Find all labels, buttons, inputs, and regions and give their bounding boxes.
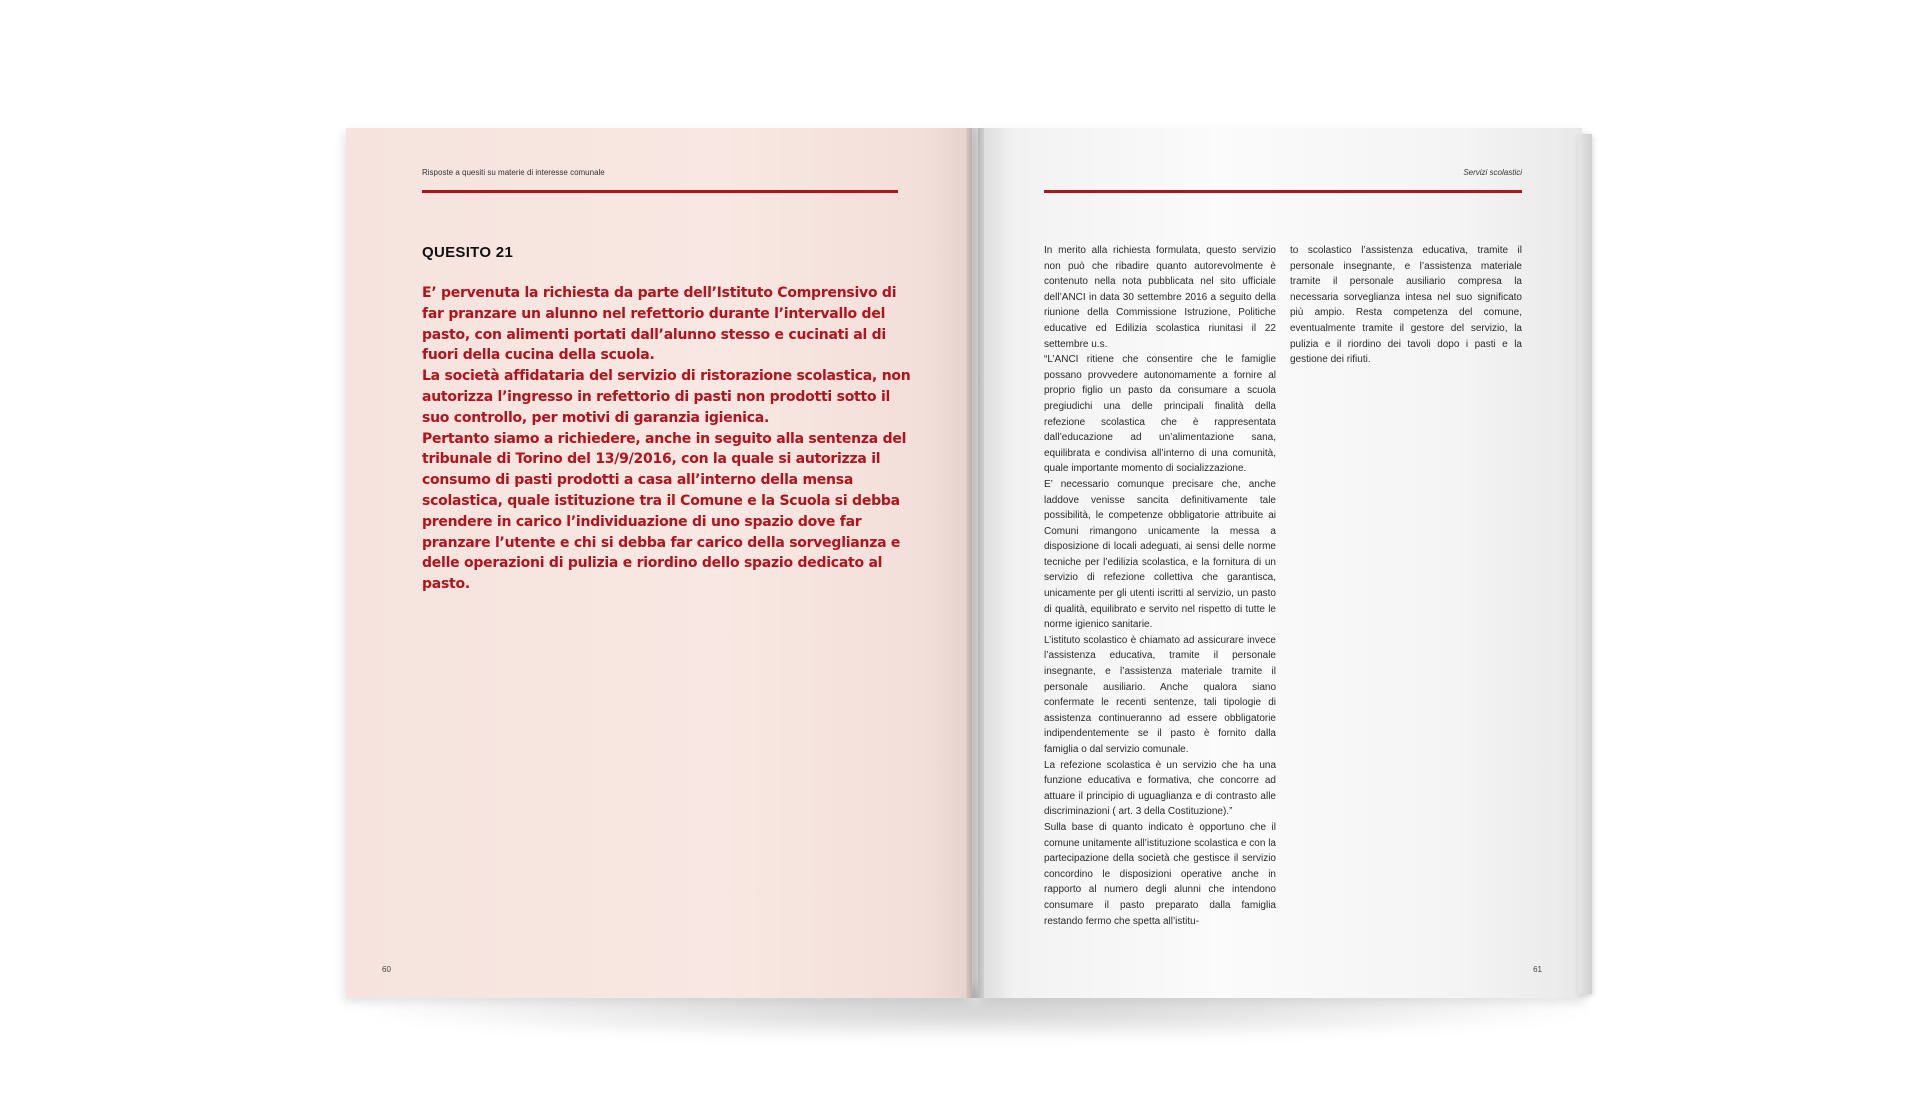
book-gutter (966, 128, 984, 998)
left-running-head: Risposte a quesiti su materie di interesse comunale (422, 168, 605, 177)
answer-column-2 (1290, 243, 1522, 368)
left-page-number: 60 (382, 965, 391, 974)
right-page-number: 61 (1533, 965, 1542, 974)
answer-paragraph: L’istituto scolastico è chiamato ad assicurare invece l’assistenza educativa, tramite il personale insegnante, e l’assistenza materiale tramite il personale ausiliario. Anche qualora siano confermate le recenti sentenze, tali tipologie di assistenza continueranno ad essere obbligatorie indipendentemente se il pasto è fornito dalla famiglia o dal servizio comunale. (1044, 634, 1276, 755)
question-text (422, 283, 912, 595)
answer-paragraph: Sulla base di quanto indicato è opportuno che il comune unitamente all’istituzione scolastica e con la partecipazione della società che gestisce il servizio concordino le disposizioni operative anche in rapporto al numero degli alunni che intendono consumare il pasto preparato dalla famiglia restando fermo che spetta all’istitu- (1044, 821, 1276, 927)
question-paragraph: La società affidataria del servizio di ristorazione scolastica, non autorizza l’ingresso in refettorio di pasti non prodotti sotto il suo controllo, per motivi di garanzia igienica. (422, 368, 911, 426)
page-edge-stack (1578, 134, 1592, 994)
answer-paragraph: “L’ANCI ritiene che consentire che le famiglie possano provvedere autonomamente a fornire al proprio figlio un pasto da consumare a scuola pregiudichi una delle principali finalità della refezione scolastica che è rappresentata dall’educazione ad un’alimentazione sana, equilibrata e condivisa all’interno di una comunità, quale importante momento di socializzazione. (1044, 354, 1276, 475)
left-page (346, 128, 972, 998)
question-paragraph: E’ pervenuta la richiesta da parte dell’Istituto Comprensivo di far pranzare un alunno nel refettorio durante l’intervallo del pasto, con alimenti portati dall’alunno stesso e cucinati al di fuori della cucina della scuola. (422, 285, 897, 364)
right-running-head: Servizi scolastici (1463, 168, 1522, 177)
quesito-title: QUESITO 21 (422, 244, 514, 261)
question-paragraph: Pertanto siamo a richiedere, anche in seguito alla sentenza del tribunale di Torino del 13/9/2016, con la quale si autorizza il consumo di pasti prodotti a casa all’interno della mensa scolastica, quale istituzione tra il Comune e la Scuola si debba prendere in carico l’individuazione di uno spazio dove far pranzare l’utente e chi si debba far carico della sorveglianza e delle operazioni di pulizia e riordino dello spazio dedicato al pasto. (422, 430, 907, 593)
answer-paragraph: to scolastico l’assistenza educativa, tramite il personale insegnante, e l’assistenza materiale tramite il personale ausiliario compresa la necessaria sorveglianza intesa nel suo significato più ampio. Resta competenza del comune, eventualmente tramite il gestore del servizio, la pulizia e il riordino dei tavoli dopo i pasti e la gestione dei rifiuti. (1290, 245, 1522, 366)
answer-column-1 (1044, 243, 1276, 929)
answer-paragraph: In merito alla richiesta formulata, questo servizio non può che ribadire quanto autorevolmente è contenuto nella nota pubblicata nel sito ufficiale dell’ANCI in data 30 settembre 2016 a seguito della riunione della Commissione Istruzione, Politiche educative ed Edilizia scolastica riunitasi il 22 settembre u.s. (1044, 245, 1276, 350)
right-header-rule (1044, 190, 1522, 193)
answer-paragraph: La refezione scolastica è un servizio che ha una funzione educativa e formativa, che concorre ad attuare il principio di uguaglianza e di contrasto alle discriminazioni ( art. 3 della Costituzione).” (1044, 759, 1276, 818)
answer-paragraph: E’ necessario comunque precisare che, anche laddove venisse sancita definitivamente tale possibilità, le competenze obbligatorie attribuite ai Comuni rimangono unicamente la messa a disposizione di locali adeguati, ai sensi delle norme tecniche per l’edilizia scolastica, e la fornitura di un servizio di refezione collettiva che garantisca, unicamente per gli utenti iscritti al servizio, un pasto di qualità, equilibrato e servito nel rispetto di tutte le norme igienico sanitarie. (1044, 478, 1276, 631)
left-header-rule (422, 190, 898, 193)
right-page (978, 128, 1582, 998)
